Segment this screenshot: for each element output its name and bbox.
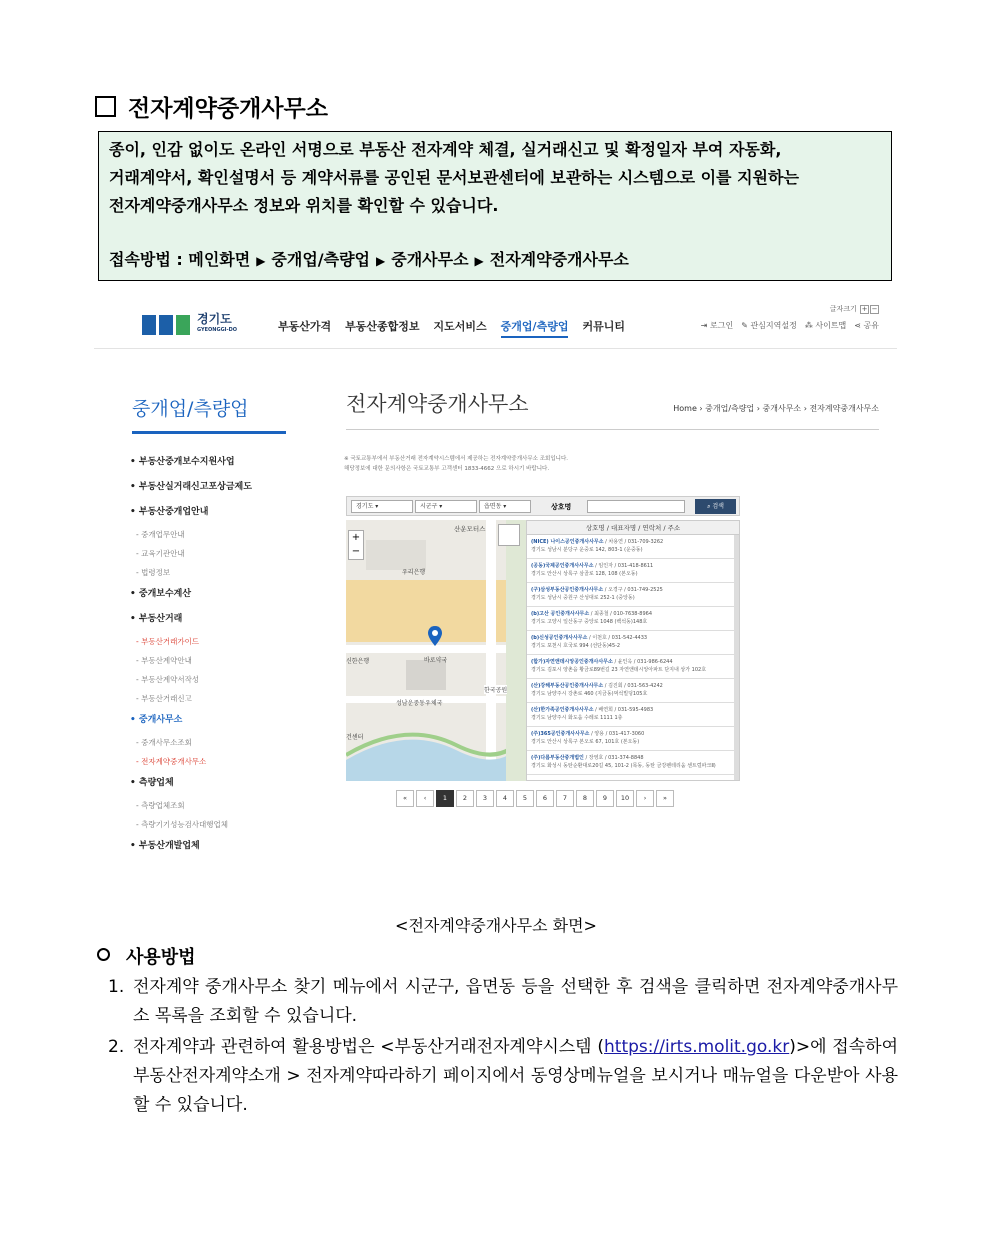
lnb-item[interactable]: • 부동산거래: [130, 614, 183, 624]
figure-caption: <전자계약중개사무소 화면>: [395, 916, 597, 935]
office-row[interactable]: [527, 535, 739, 559]
info-box: [98, 131, 892, 281]
interest-area-link[interactable]: ✎ 관심지역설정: [741, 321, 797, 330]
usage-text-part: )>에 접속하여 부동산전자계약소개 > 전자계약따라하기 페이지에서 동영상메뉴얼을 보시거나 매뉴얼을 다운받아 사용할 수 있습니다.: [133, 1037, 898, 1115]
office-line: [531, 754, 739, 762]
access-step-1: 중개업/측량업: [271, 250, 371, 269]
office-address: 경기도 안산시 상록구 본오로 67, 101호 (본오동): [531, 739, 640, 745]
lnb-label: 부동산계약안내: [141, 656, 192, 665]
lnb-subitem[interactable]: - 중개업무안내: [136, 530, 185, 539]
lnb-label: 측량기기성능검사대행업체: [141, 820, 229, 829]
map-pin-icon[interactable]: [428, 626, 442, 646]
map-label: 성남운중동우체국: [396, 700, 443, 707]
office-row[interactable]: [527, 559, 739, 583]
share-link[interactable]: ⋖ 공유: [854, 321, 879, 330]
title-divider: [346, 429, 879, 430]
pagination: [396, 790, 674, 807]
map-label: 한국공원: [484, 687, 508, 694]
usage-item-number: 1.: [108, 977, 125, 997]
usage-item-1: [108, 973, 898, 1031]
lnb-label: 중개사무소: [138, 715, 183, 725]
logo-text: 경기도: [197, 312, 232, 326]
lnb-subitem[interactable]: - 부동산계약서작성: [136, 675, 200, 684]
map-label: 우리은행: [402, 569, 426, 576]
lnb-label: 법령정보: [141, 568, 171, 577]
office-name: (공동)국제공인중개사사무소: [531, 563, 594, 569]
lnb-label: 측량업체조회: [141, 801, 185, 810]
search-button[interactable]: ⌕ 검색: [695, 499, 736, 514]
zoom-control: [348, 530, 364, 560]
office-info: / 이천호 / 031-542-4433: [587, 635, 648, 641]
office-info: / 양용 / 031-417-3060: [589, 731, 645, 737]
office-name: (주)365공인중개사사무소: [531, 731, 590, 737]
lnb-label: 교육기관안내: [141, 549, 185, 558]
office-line: [531, 682, 739, 690]
office-line: [531, 586, 739, 594]
scrollbar[interactable]: [734, 535, 739, 780]
office-row[interactable]: [527, 607, 739, 631]
office-name: (b)신성공인중개사사무소: [531, 635, 588, 641]
office-row[interactable]: [527, 631, 739, 655]
office-name: (구)삼성부동산공인중개사사무소: [531, 587, 604, 593]
sido-select[interactable]: 경기도 ▾: [351, 500, 413, 513]
font-increase-button[interactable]: +: [861, 305, 868, 313]
lnb-item[interactable]: • 중개보수계산: [130, 589, 192, 599]
office-address: 경기도 남양주시 강촌로 460 (지금동)먹석빌딩105호: [531, 691, 648, 697]
lnb-item[interactable]: • 부동산개발업체: [130, 841, 200, 851]
login-link[interactable]: ⇥ 로그인: [700, 321, 734, 330]
office-line: [531, 706, 739, 714]
office-info: / 최종철 / 010-7638-8964: [589, 611, 653, 617]
lnb-label: 전자계약중개사무소: [141, 757, 207, 766]
notice-text: [344, 454, 568, 474]
layers-icon[interactable]: [498, 524, 520, 546]
triangle-right-icon: ▶: [474, 254, 484, 268]
office-name: (b)고산 공인중개사사무소: [531, 611, 590, 617]
lnb-label: 부동산거래신고: [141, 694, 192, 703]
map-canvas: [346, 520, 526, 781]
usage-text-part: 전자계약과 관련하여 활용방법은 <부동산거래전자계약시스템 (: [133, 1037, 605, 1057]
office-address: 경기도 성남시 중원구 산성대로 252-1 (중앙동): [531, 595, 635, 601]
office-line: [531, 658, 739, 666]
logo-subtext: GYEONGGI-DO: [197, 327, 238, 333]
map-label: 바로약국: [424, 657, 448, 664]
global-nav: [278, 318, 625, 338]
lnb-label: 부동산거래: [138, 614, 183, 624]
notice-line-2: 해당정보에 대한 문의사항은 국토교통부 고객센터 1833-4662 으로 하시기 바랍니다.: [344, 466, 550, 472]
font-size-label: 글자크기: [829, 305, 857, 313]
access-step-3: 전자계약중개사무소: [489, 250, 629, 269]
office-info: / 윤인옥 / 031-986-6244: [612, 659, 673, 665]
page-button[interactable]: 7: [556, 790, 574, 807]
lnb-title-underline: [132, 431, 286, 434]
sigungu-select[interactable]: 시군구 ▾: [415, 500, 477, 513]
page-button[interactable]: 10: [616, 790, 634, 807]
lnb-item[interactable]: • 측량업체: [130, 778, 174, 788]
office-info: / 임인자 / 031-418-8611: [593, 563, 654, 569]
login-label: 로그인: [710, 321, 734, 330]
office-row[interactable]: [527, 727, 739, 751]
section-title: [95, 90, 328, 123]
office-list: [526, 520, 740, 781]
office-name: (산)강해부동산공인중개사사무소: [531, 683, 604, 689]
office-info: / 장영호 / 031-374-8848: [583, 755, 644, 761]
name-label: 상호명: [551, 503, 572, 511]
lnb-label: 부동산중개업안내: [138, 507, 209, 517]
usage-item-number: 2.: [108, 1037, 125, 1057]
office-name: (합가)자연앤데시앙공인중개사사무소: [531, 659, 613, 665]
page-button[interactable]: 9: [596, 790, 614, 807]
usage-title-text: 사용방법: [126, 947, 196, 968]
lnb-subitem[interactable]: - 측량기기성능검사대행업체: [136, 820, 229, 829]
lnb-label: 중개사무소조회: [141, 738, 192, 747]
page-button[interactable]: ›: [636, 790, 654, 807]
sitemap-label: 사이트맵: [815, 321, 847, 330]
office-line: [531, 730, 739, 738]
office-map[interactable]: [346, 520, 526, 781]
zoom-out-button[interactable]: −: [351, 546, 361, 557]
usage-item-text: [133, 1033, 898, 1120]
map-label: 산운모터스: [454, 525, 486, 533]
interest-area-label: 관심지역설정: [750, 321, 797, 330]
page-title: 전자계약중개사무소: [346, 392, 529, 416]
lnb-subitem[interactable]: - 법령정보: [136, 568, 171, 577]
share-label: 공유: [863, 321, 879, 330]
usage-item-2: [108, 1033, 898, 1120]
page-button[interactable]: 1: [436, 790, 454, 807]
office-row[interactable]: [527, 679, 739, 703]
left-nav-menu: [130, 454, 252, 863]
office-row[interactable]: [527, 583, 739, 607]
usage-heading: [97, 943, 196, 969]
notice-line-1: ※ 국토교통부에서 부동산거래 전자계약시스템에서 제공하는 전자계약중개사무소 조회입니다.: [344, 456, 569, 462]
logo-mark-icon: [142, 315, 156, 335]
lnb-subitem[interactable]: - 전자계약중개사무소: [136, 757, 207, 766]
page-button[interactable]: ‹: [416, 790, 434, 807]
triangle-right-icon: ▶: [376, 254, 386, 268]
name-search-input[interactable]: [587, 500, 685, 513]
logo-mark-icon: [159, 315, 173, 335]
bullet-circle-icon: [97, 948, 110, 961]
irts-link[interactable]: https://irts.molit.go.kr: [604, 1037, 790, 1057]
lnb-item[interactable]: • 부동산실거래신고포상금제도: [130, 482, 252, 492]
page-button[interactable]: 6: [536, 790, 554, 807]
office-line: [531, 538, 739, 546]
office-line: [531, 610, 739, 618]
page-button[interactable]: 5: [516, 790, 534, 807]
usage-item-text: 전자계약 중개사무소 찾기 메뉴에서 시군구, 읍면동 등을 선택한 후 검색을 클릭하면 전자계약중개사무소 목록을 조회할 수 있습니다.: [133, 977, 898, 1026]
sitemap-link[interactable]: ⁂ 사이트맵: [804, 321, 847, 330]
lnb-label: 부동산실거래신고포상금제도: [138, 482, 252, 492]
office-info: / 김진회 / 031-563-4242: [603, 683, 663, 689]
office-info: / 배연희 / 031-595-4983: [593, 707, 654, 713]
font-size-control: [830, 304, 879, 314]
page-button[interactable]: 4: [496, 790, 514, 807]
lnb-title: 중개업/측량업: [132, 398, 249, 420]
gnb-item-map[interactable]: 지도서비스: [433, 320, 487, 333]
access-path-label: 접속방법 : 메인화면: [109, 250, 251, 269]
lnb-subitem[interactable]: - 측량업체조회: [136, 801, 185, 810]
page-button[interactable]: «: [396, 790, 414, 807]
info-line-3: 전자계약중개사무소 정보와 위치를 확인할 수 있습니다.: [109, 196, 499, 215]
info-line-2: 거래계약서, 확인설명서 등 계약서류를 공인된 문서보관센터에 보관하는 시스템으로 이를 지원하는: [109, 168, 799, 187]
office-name: (NICE) 나이스공인중개사사무소: [531, 539, 604, 545]
page-button[interactable]: 3: [476, 790, 494, 807]
map-label: 건센터: [346, 734, 364, 741]
access-path: [109, 246, 883, 275]
office-line: [531, 562, 739, 570]
office-address: 경기도 화성시 동탄순환대로20길 45, 101-2 (목동, 동탄 금강펜테리움 센트럴파크Ⅱ): [531, 763, 716, 769]
lnb-label: 부동산거래가이드: [141, 637, 200, 646]
lnb-subitem[interactable]: - 중개사무소조회: [136, 738, 192, 747]
lnb-subitem[interactable]: - 부동산거래가이드: [136, 637, 200, 646]
office-line: [531, 634, 739, 642]
lnb-label: 중개업무안내: [141, 530, 185, 539]
office-address: 경기도 성남시 분당구 운중로 142, 803-1 (운중동): [531, 547, 643, 553]
office-name: (산)한가족공인중개사사무소: [531, 707, 594, 713]
gnb-item-info[interactable]: 부동산종합정보: [345, 320, 420, 333]
logo-mark-icon: [176, 315, 190, 335]
checkbox-square-icon: [95, 96, 116, 117]
font-decrease-button[interactable]: −: [871, 305, 878, 313]
office-list-header: 상호명 / 대표자명 / 연락처 / 주소: [527, 521, 739, 535]
utility-links: [701, 320, 879, 331]
lnb-subitem[interactable]: - 교육기관안내: [136, 549, 185, 558]
page-button[interactable]: 8: [576, 790, 594, 807]
lnb-label: 부동산개발업체: [138, 841, 200, 851]
gnb-item-price[interactable]: 부동산가격: [278, 320, 332, 333]
gyeonggi-logo[interactable]: [142, 313, 237, 337]
info-line-1: 종이, 인감 없이도 온라인 서명으로 부동산 전자계약 체결, 실거래신고 및 확정일자 부여 자동화,: [109, 140, 782, 159]
office-address: 경기도 남양주시 화도읍 수레로 1111 1층: [531, 715, 623, 721]
lnb-subitem[interactable]: - 부동산거래신고: [136, 694, 192, 703]
zoom-in-button[interactable]: +: [351, 532, 361, 543]
lnb-label: 중개보수계산: [138, 589, 192, 599]
gnb-item-broker[interactable]: 중개업/측량업: [501, 318, 569, 338]
office-address: 경기도 포천시 호국로 994 (선단동)45-2: [531, 643, 621, 649]
office-row[interactable]: [527, 703, 739, 727]
gnb-item-community[interactable]: 커뮤니티: [582, 320, 625, 333]
triangle-right-icon: ▶: [256, 254, 266, 268]
eupmyeon-select[interactable]: 읍면동 ▾: [479, 500, 531, 513]
lnb-label: 측량업체: [138, 778, 174, 788]
access-step-2: 중개사무소: [391, 250, 469, 269]
office-address: 경기도 고양시 일산동구 중앙로 1048 (백석동)148호: [531, 619, 648, 625]
office-row[interactable]: [527, 655, 739, 679]
map-label: 신한은행: [346, 658, 370, 665]
office-name: (주)다름부동산중개법인: [531, 755, 584, 761]
lnb-item[interactable]: • 부동산중개보수지원사업: [130, 457, 235, 467]
website-screenshot: [94, 296, 897, 878]
breadcrumb: Home › 중개업/측량업 › 중개사무소 › 전자계약중개사무소: [673, 404, 879, 413]
office-info: / 오경구 / 031-749-2525: [603, 587, 663, 593]
office-address: 경기도 김포시 양촌읍 황금로89번길 23 자연앤데시앙아파트 단지내 상가 102호: [531, 667, 707, 673]
office-row[interactable]: [527, 751, 739, 775]
page-button[interactable]: »: [656, 790, 674, 807]
office-info: / 차용연 / 031-709-3262: [603, 539, 664, 545]
header-divider: [94, 348, 897, 349]
office-rows: [527, 535, 739, 775]
section-title-text: 전자계약중개사무소: [128, 96, 328, 122]
lnb-subitem[interactable]: - 부동산계약안내: [136, 656, 192, 665]
lnb-item[interactable]: • 부동산중개업안내: [130, 507, 209, 517]
lnb-label: 부동산중개보수지원사업: [138, 457, 235, 467]
office-address: 경기도 안산시 상록구 삼골로 128, 108 (본오동): [531, 571, 638, 577]
search-bar: [346, 496, 740, 516]
page-button[interactable]: 2: [456, 790, 474, 807]
lnb-item[interactable]: • 중개사무소: [130, 715, 183, 725]
lnb-label: 부동산계약서작성: [141, 675, 200, 684]
